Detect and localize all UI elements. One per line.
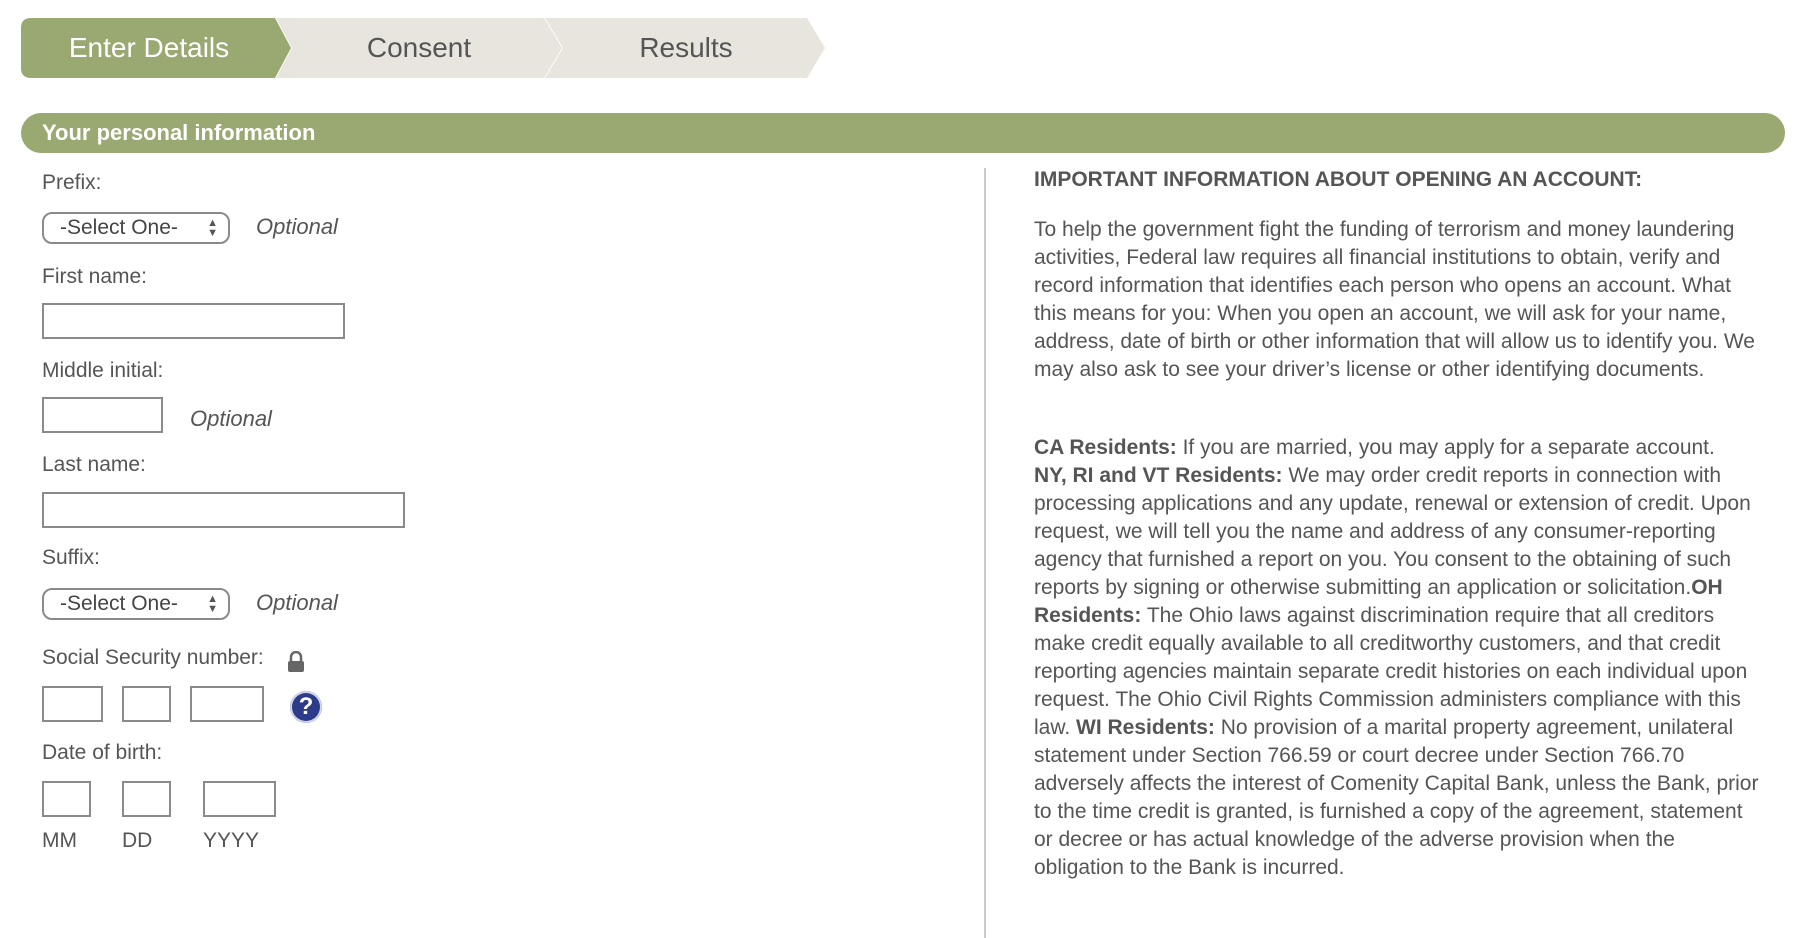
dob-month-label: MM — [42, 829, 77, 852]
prefix-label: Prefix: — [42, 171, 102, 194]
oh-residents-text: The Ohio laws against discrimination require that all creditors make credit equally available to all creditworthy customers, and that credit reporting agencies maintain separate credit histories on each individual upon request. The Ohio Civil Rights Commission administers compliance with this law. — [1034, 604, 1748, 739]
step-results-label: Results — [639, 32, 733, 63]
ssn-part3-input[interactable] — [190, 686, 264, 722]
middle-initial-optional-note: Optional — [190, 406, 272, 431]
dob-year-label: YYYY — [203, 829, 260, 852]
ssn-label: Social Security number: — [42, 646, 264, 669]
step-enter-details[interactable] — [21, 18, 291, 78]
prefix-select-value: -Select One- — [60, 216, 178, 239]
section-header-bar — [21, 113, 1785, 153]
step-consent[interactable] — [276, 18, 564, 78]
wi-residents-text: No provision of a marital property agreement, unilateral statement under Section 766.59 or court decree under Section 766.70 adversely affects the interest of Comenity Capital Bank, unless the Bank, prior to the time credit is granted, is furnished a copy of the agreement, statement or decree or has actual knowledge of the adverse provision when the obligation to the Bank is incurred. — [1034, 716, 1759, 879]
ny-residents-text: We may order credit reports in connection with processing applications and any update, renewal or extension of credit. Upon request, we will tell you the name and address of any consumer-reporting agency that furnished a report on you. You consent to the obtaining of such reports by signing or otherwise submitting an application or solicitation. — [1034, 464, 1751, 599]
column-divider — [984, 168, 986, 938]
info-paragraph-1: To help the government fight the funding of terrorism and money laundering activities, Federal law requires all financial institutions to obtain, verify and record information that identifies each person who opens an account. What this means for you: When you open an account, we will ask for your name, address, date of birth or other information that will allow us to identify you. We may also ask to see your driver’s license or other identifying documents. — [1034, 218, 1755, 381]
step-results[interactable] — [545, 18, 827, 78]
dob-year-input[interactable] — [203, 781, 276, 817]
dob-month-input[interactable] — [42, 781, 91, 817]
ca-residents-text: If you are married, you may apply for a separate account. — [1176, 436, 1715, 459]
first-name-label: First name: — [42, 265, 148, 288]
wi-residents-heading: WI Residents: — [1076, 716, 1215, 739]
first-name-input[interactable] — [42, 303, 345, 339]
step-enter-details-label: Enter Details — [68, 32, 230, 63]
middle-initial-label: Middle initial: — [42, 359, 164, 382]
ny-residents-heading: NY, RI and VT Residents: — [1034, 464, 1283, 487]
dob-label: Date of birth: — [42, 741, 163, 764]
prefix-select[interactable] — [42, 212, 230, 244]
prefix-optional-note: Optional — [256, 214, 338, 239]
ca-residents-heading: CA Residents: — [1034, 436, 1177, 459]
suffix-label: Suffix: — [42, 546, 100, 569]
step-consent-label: Consent — [366, 32, 472, 63]
select-arrows-icon: ▲ ▼ — [207, 593, 218, 615]
suffix-select-value: -Select One- — [60, 592, 178, 615]
lock-icon — [287, 651, 305, 673]
progress-stepper — [21, 18, 827, 78]
dob-day-label: DD — [122, 829, 153, 852]
info-paragraph-2 — [1034, 434, 1764, 882]
oh-residents-heading: OH Residents: — [1034, 576, 1723, 627]
dob-day-input[interactable] — [122, 781, 171, 817]
ssn-part1-input[interactable] — [42, 686, 103, 722]
middle-initial-input[interactable] — [42, 397, 163, 433]
suffix-optional-note: Optional — [256, 590, 338, 615]
section-title: Your personal information — [42, 120, 316, 145]
suffix-select[interactable] — [42, 588, 230, 620]
last-name-input[interactable] — [42, 492, 405, 528]
ssn-part2-input[interactable] — [122, 686, 171, 722]
last-name-label: Last name: — [42, 453, 146, 476]
select-arrows-icon: ▲ ▼ — [207, 217, 218, 239]
help-icon[interactable]: ? — [290, 691, 322, 723]
info-title: IMPORTANT INFORMATION ABOUT OPENING AN ACCOUNT: — [1034, 168, 1643, 191]
